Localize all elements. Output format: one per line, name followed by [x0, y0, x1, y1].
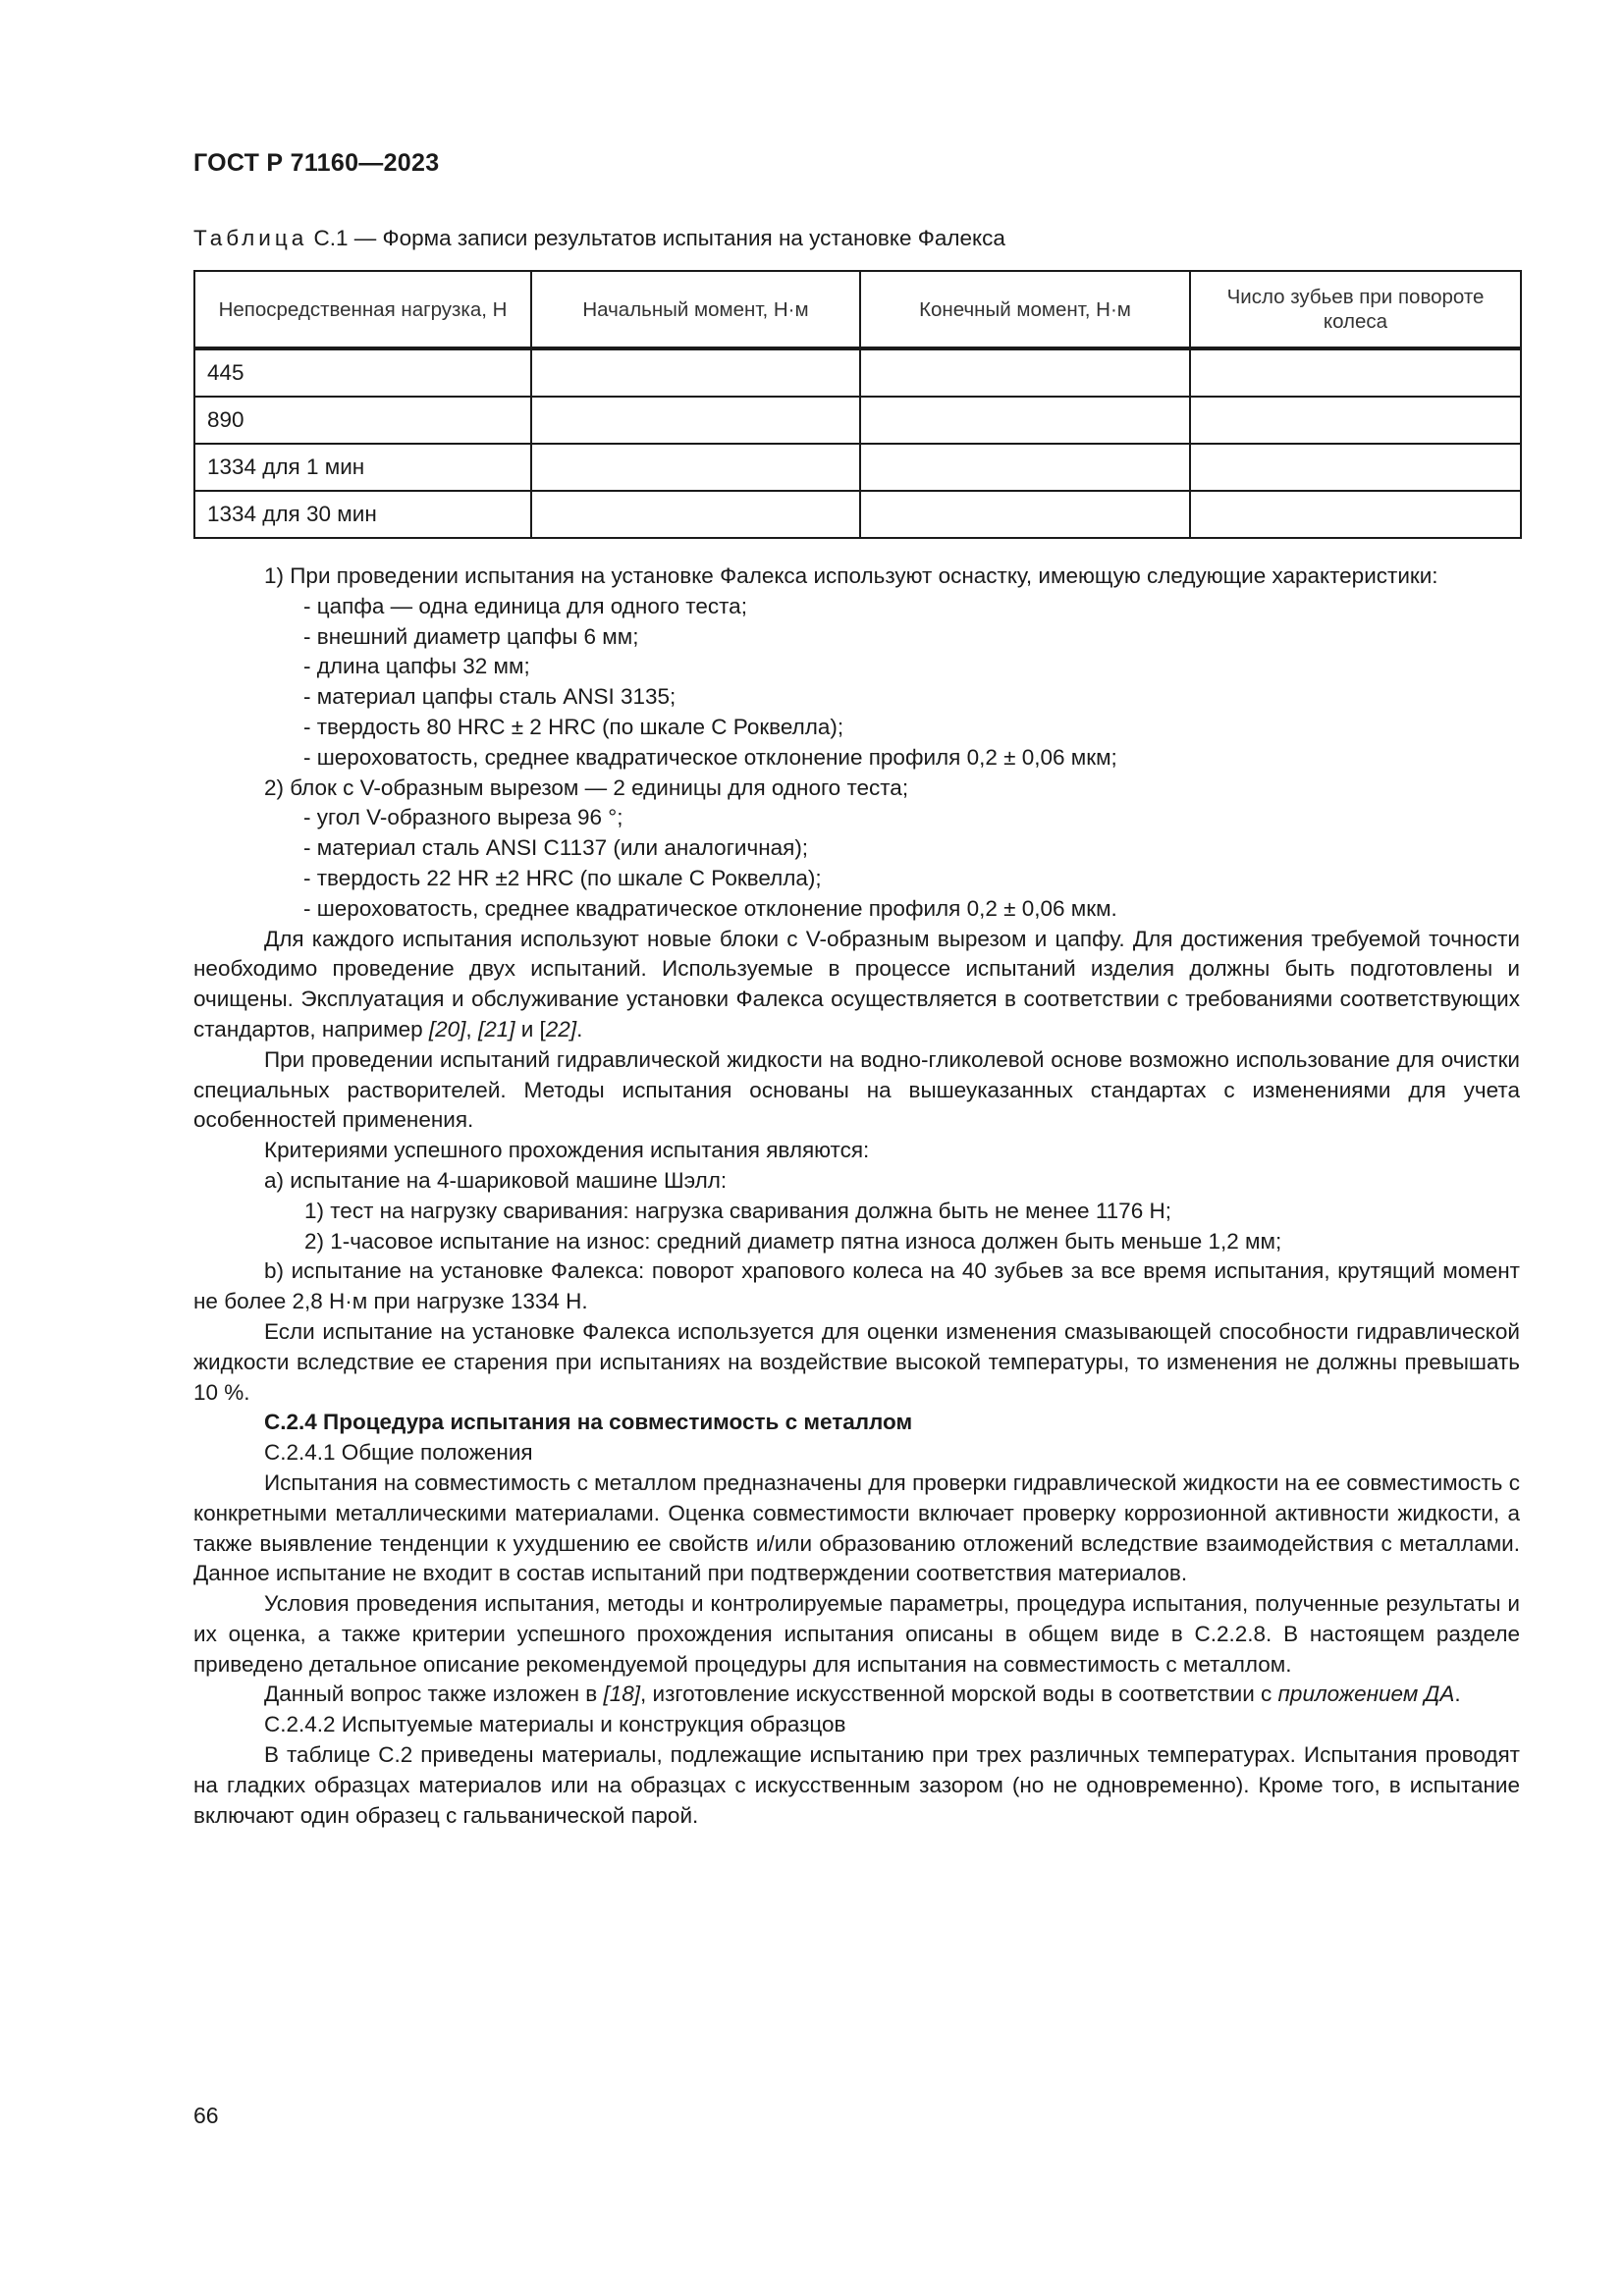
table-cell: 890	[194, 397, 531, 444]
paragraph-materials: В таблице С.2 приведены материалы, подлежащие испытанию при трех различных температурах. Испытания проводят на гладких образцах материалов или на образцах с искусственным зазором (но не одновременно). Кроме того, в испытание включают один образец с гальванической парой.	[193, 1742, 1520, 1828]
table-row	[194, 397, 1521, 444]
table-header-row	[194, 271, 1521, 348]
paragraph-water-glycol: При проведении испытаний гидравлической жидкости на водно-гликолевой основе возможно использование для очистки специальных растворителей. Методы испытания основаны на вышеуказанных стандартах с изменениями для учета особенностей применения.	[193, 1046, 1520, 1133]
document-code: ГОСТ Р 71160—2023	[193, 149, 440, 177]
paragraph-aging: Если испытание на установке Фалекса используется для оценки изменения смазывающей способности гидравлической жидкости вследствие ее старения при испытаниях на воздействие высокой температуры, то изменения не должны превышать 10 %.	[193, 1318, 1520, 1405]
table-cell	[531, 397, 860, 444]
paragraph-criteria-intro: Критериями успешного прохождения испытания являются:	[264, 1138, 870, 1163]
column-header: Конечный момент, Н·м	[860, 271, 1190, 348]
page-number: 66	[193, 2103, 219, 2128]
table-cell	[531, 348, 860, 397]
annex-link[interactable]: приложением ДА	[1277, 1682, 1455, 1707]
table-caption	[193, 226, 1005, 251]
list-item-falex: b) испытание на установке Фалекса: поворот храпового колеса на 40 зубьев за все время испытания, крутящий момент не более 2,8 Н·м при нагрузке 1334 Н.	[193, 1258, 1520, 1314]
table-cell	[860, 444, 1190, 491]
table-cell	[1190, 397, 1521, 444]
table-cell	[860, 397, 1190, 444]
table-cell	[531, 491, 860, 538]
table-caption-title: С.1 — Форма записи результатов испытания на установке Фалекса	[307, 226, 1005, 250]
list-item: - материал сталь ANSI C1137 (или аналогичная);	[303, 835, 809, 861]
table-row	[194, 348, 1521, 397]
paragraph-text: Для каждого испытания используют новые блоки с V-образным вырезом и цапфу. Для достижения требуемой точности необходимо проведение двух испытаний. Используемые в процессе испытаний изделия должны быть подготовлены и очищены. Эксплуатация и обслуживание установки Фалекса осуществляется в соответствии с требованиями соответствующих стандартов, например	[193, 926, 1520, 1041]
table-cell: 445	[194, 348, 531, 397]
reference-link[interactable]: [20]	[428, 1016, 466, 1041]
table-cell	[531, 444, 860, 491]
list-item-v-block: 2) блок с V-образным вырезом — 2 единицы для одного теста;	[264, 774, 909, 800]
list-item: - шероховатость, среднее квадратическое отклонение профиля 0,2 ± 0,06 мкм;	[303, 744, 1117, 770]
paragraph-new-blocks	[193, 925, 1520, 1045]
list-item: - внешний диаметр цапфы 6 мм;	[303, 623, 639, 649]
body-text	[193, 561, 1520, 1831]
paragraph-text: Данный вопрос также изложен в	[264, 1682, 604, 1707]
paragraph-equipment-intro: 1) При проведении испытания на установке Фалекса используют оснастку, имеющую следующие характеристики:	[264, 563, 1438, 588]
list-item-shell-machine: а) испытание на 4-шариковой машине Шэлл:	[264, 1167, 728, 1193]
paragraph-conditions: Условия проведения испытания, методы и контролируемые параметры, процедура испытания, полученные результаты и их оценка, а также критерии успешного прохождения испытания описаны в общем виде в С.2.2.8. В настоящем разделе приведено детальное описание рекомендуемой процедуры для испытания на совместимость с металлом.	[193, 1591, 1520, 1677]
list-item: - угол V-образного выреза 96 °;	[303, 805, 623, 830]
paragraph-seawater	[193, 1680, 1520, 1710]
table-row	[194, 491, 1521, 538]
subsection-heading-c242: С.2.4.2 Испытуемые материалы и конструкция образцов	[264, 1712, 846, 1737]
column-header: Начальный момент, Н·м	[531, 271, 860, 348]
paragraph-text: , изготовление искусственной морской воды в соответствии с	[640, 1682, 1278, 1707]
table-cell	[860, 348, 1190, 397]
separator-text: .	[576, 1016, 583, 1041]
table-cell: 1334 для 1 мин	[194, 444, 531, 491]
results-table	[193, 270, 1522, 539]
table-cell	[1190, 491, 1521, 538]
separator-text: ,	[465, 1016, 478, 1041]
list-item: - материал цапфы сталь ANSI 3135;	[303, 684, 677, 710]
table-row	[194, 444, 1521, 491]
table-cell	[1190, 348, 1521, 397]
list-item: - шероховатость, среднее квадратическое отклонение профиля 0,2 ± 0,06 мкм.	[303, 895, 1117, 921]
column-header: Непосредственная нагрузка, Н	[194, 271, 531, 348]
reference-link[interactable]: [18]	[603, 1682, 640, 1707]
list-item: - твердость 80 HRC ± 2 HRC (по шкале С Роквелла);	[303, 714, 844, 739]
subsection-heading-c241: С.2.4.1 Общие положения	[264, 1440, 533, 1466]
separator-text: и [	[514, 1016, 546, 1041]
list-item: - цапфа — одна единица для одного теста;	[303, 593, 747, 618]
reference-link[interactable]: [21]	[477, 1016, 515, 1041]
paragraph-compatibility: Испытания на совместимость с металлом предназначены для проверки гидравлической жидкости на ее совместимость с конкретными металлическими материалами. Оценка совместимости включает проверку коррозионной активности жидкости, а также выявление тенденции к ухудшению ее свойств и/или образованию отложений вследствие взаимодействия с металлами. Данное испытание не входит в состав испытаний при подтверждении соответствия материалов.	[193, 1469, 1520, 1586]
table-caption-prefix: Таблица	[193, 226, 308, 250]
list-item: - твердость 22 HR ±2 HRC (по шкале С Роквелла);	[303, 865, 822, 890]
separator-text: .	[1454, 1682, 1461, 1707]
table-cell	[860, 491, 1190, 538]
section-heading-c24: С.2.4 Процедура испытания на совместимость с металлом	[264, 1410, 913, 1435]
table-cell	[1190, 444, 1521, 491]
table-cell: 1334 для 30 мин	[194, 491, 531, 538]
reference-link[interactable]: 22]	[545, 1016, 577, 1041]
list-item-wear-test: 2) 1-часовое испытание на износ: средний диаметр пятна износа должен быть меньше 1,2 мм;	[304, 1228, 1282, 1254]
column-header: Число зубьев при повороте колеса	[1190, 271, 1521, 348]
list-item-weld-load: 1) тест на нагрузку сваривания: нагрузка сваривания должна быть не менее 1176 Н;	[304, 1198, 1171, 1223]
list-item: - длина цапфы 32 мм;	[303, 654, 530, 679]
